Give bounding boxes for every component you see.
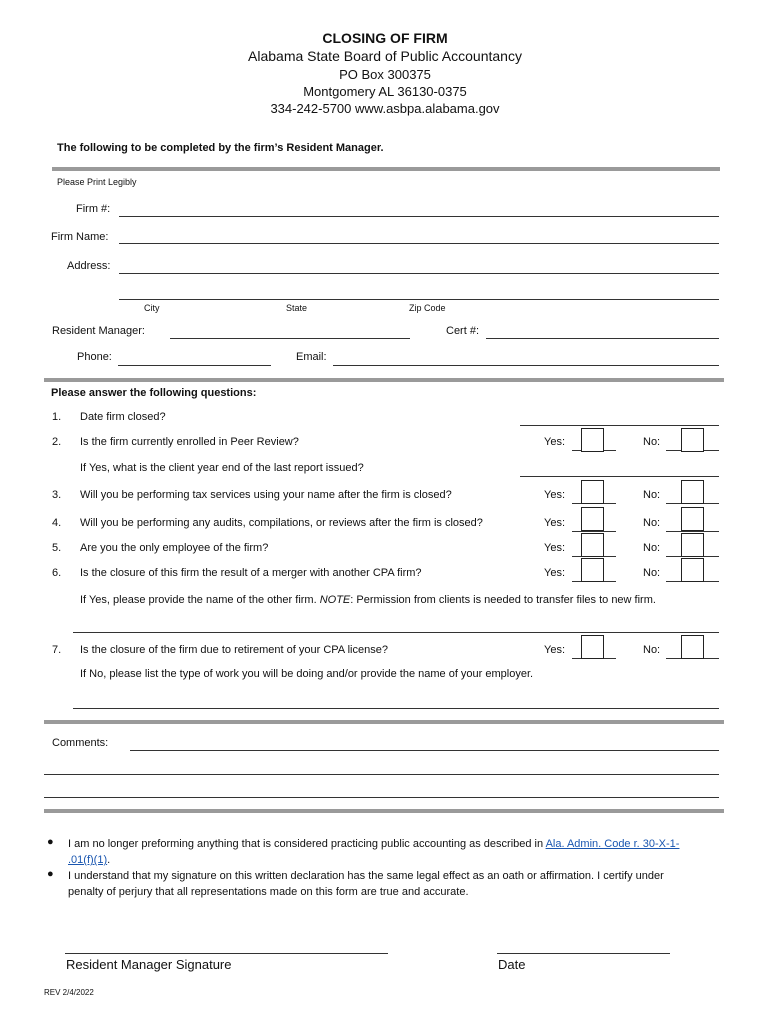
resident-manager-field[interactable] (170, 338, 410, 339)
question-text: Date firm closed? (80, 411, 166, 423)
divider (44, 378, 724, 382)
statement-end: . (107, 854, 111, 866)
merger-followup-text: If Yes, please provide the name of the other firm. (80, 594, 317, 606)
comments-field[interactable] (44, 774, 719, 775)
address-field[interactable] (119, 273, 719, 274)
no-label: No: (643, 644, 661, 656)
regulation-link-continued[interactable]: .01(f)(1) (68, 854, 108, 866)
cert-label: Cert #: (446, 325, 480, 337)
phone-label: Phone: (77, 351, 112, 363)
resident-manager-label: Resident Manager: (52, 325, 145, 337)
address-label: Address: (67, 260, 111, 272)
other-firm-field[interactable] (73, 632, 719, 633)
yes-checkbox[interactable] (581, 533, 604, 557)
statement-text: I am no longer preforming anything that is considered practicing public accounting as described in (68, 838, 544, 850)
city-line: Montgomery AL 36130-0375 (303, 84, 467, 99)
firm-num-label: Firm #: (76, 203, 111, 215)
date-field[interactable] (497, 953, 670, 954)
questions-heading: Please answer the following questions: (51, 387, 257, 399)
note-label: NOTE (319, 594, 351, 606)
yes-checkbox[interactable] (581, 428, 604, 452)
bullet-statement (68, 836, 718, 868)
no-checkbox[interactable] (681, 635, 704, 659)
signature-field[interactable] (65, 953, 388, 954)
firm-name-field[interactable] (119, 243, 719, 244)
question-text: Will you be performing tax services using your name after the firm is closed? (80, 489, 452, 501)
revision-label: REV 2/4/2022 (44, 988, 94, 997)
question-number: 6. (52, 567, 62, 579)
bullet-icon: ● (47, 868, 54, 880)
city-state-zip-field[interactable] (119, 299, 719, 300)
question-text: Will you be performing any audits, compilations, or reviews after the firm is closed? (80, 517, 483, 529)
yes-label: Yes: (544, 436, 566, 448)
no-label: No: (643, 567, 661, 579)
employer-field[interactable] (73, 708, 719, 709)
cert-field[interactable] (486, 338, 719, 339)
comments-label: Comments: (52, 737, 109, 749)
question-text: If Yes, what is the client year end of the last report issued? (80, 462, 364, 474)
contact-line: 334-242-5700 www.asbpa.alabama.gov (270, 101, 500, 116)
question-number: 1. (52, 411, 62, 423)
question-text: Is the closure of this firm the result of a merger with another CPA firm? (80, 567, 422, 579)
comments-field[interactable] (44, 797, 719, 798)
yes-label: Yes: (544, 489, 566, 501)
retirement-followup: If No, please list the type of work you will be doing and/or provide the name of your employer. (80, 668, 534, 680)
yes-checkbox[interactable] (581, 558, 604, 582)
yes-label: Yes: (544, 567, 566, 579)
email-label: Email: (296, 351, 327, 363)
yes-label: Yes: (544, 542, 566, 554)
note-text: : Permission from clients is needed to transfer files to new firm. (350, 594, 656, 606)
certify-text-line2: penalty of perjury that all representations made on this form are true and accurate. (68, 886, 469, 898)
question-number: 4. (52, 517, 62, 529)
bullet-statement (68, 868, 738, 900)
yes-label: Yes: (544, 644, 566, 656)
divider (44, 809, 724, 813)
signature-label: Resident Manager Signature (66, 957, 232, 972)
no-label: No: (643, 517, 661, 529)
firm-name-label: Firm Name: (51, 231, 109, 243)
no-checkbox[interactable] (681, 507, 704, 531)
yes-underline (572, 531, 616, 532)
org-name: Alabama State Board of Public Accountancy (248, 48, 522, 64)
merger-followup (80, 594, 656, 606)
po-box: PO Box 300375 (339, 67, 431, 82)
phone-field[interactable] (118, 365, 271, 366)
yes-checkbox[interactable] (581, 635, 604, 659)
no-checkbox[interactable] (681, 428, 704, 452)
yes-checkbox[interactable] (581, 480, 604, 504)
comments-field[interactable] (130, 750, 719, 751)
year-end-field[interactable] (520, 476, 719, 477)
state-caption: State (286, 303, 308, 313)
question-text: Are you the only employee of the firm? (80, 542, 269, 554)
date-closed-field[interactable] (520, 425, 719, 426)
certify-text-line1: I understand that my signature on this written declaration has the same legal effect as an oath or affirmation. I certify under (68, 870, 664, 882)
question-number: 7. (52, 644, 62, 656)
no-checkbox[interactable] (681, 480, 704, 504)
intro-text: The following to be completed by the firm’s Resident Manager. (57, 142, 384, 154)
yes-checkbox[interactable] (581, 507, 604, 531)
divider (44, 720, 724, 724)
no-label: No: (643, 436, 661, 448)
no-checkbox[interactable] (681, 558, 704, 582)
city-caption: City (144, 303, 160, 313)
no-checkbox[interactable] (681, 533, 704, 557)
question-number: 2. (52, 436, 62, 448)
no-label: No: (643, 542, 661, 554)
question-text: Is the firm currently enrolled in Peer Review? (80, 436, 299, 448)
yes-label: Yes: (544, 517, 566, 529)
date-label: Date (498, 957, 526, 972)
form-title: CLOSING OF FIRM (322, 30, 448, 46)
no-label: No: (643, 489, 661, 501)
zip-caption: Zip Code (409, 303, 446, 313)
email-field[interactable] (333, 365, 719, 366)
bullet-icon: ● (47, 836, 54, 848)
question-number: 3. (52, 489, 62, 501)
regulation-link[interactable]: Ala. Admin. Code r. 30-X-1- (545, 838, 680, 850)
firm-num-field[interactable] (119, 216, 719, 217)
divider (52, 167, 720, 171)
question-text: Is the closure of the firm due to retirement of your CPA license? (80, 644, 388, 656)
print-note: Please Print Legibly (57, 177, 137, 187)
question-number: 5. (52, 542, 62, 554)
no-underline (666, 531, 719, 532)
